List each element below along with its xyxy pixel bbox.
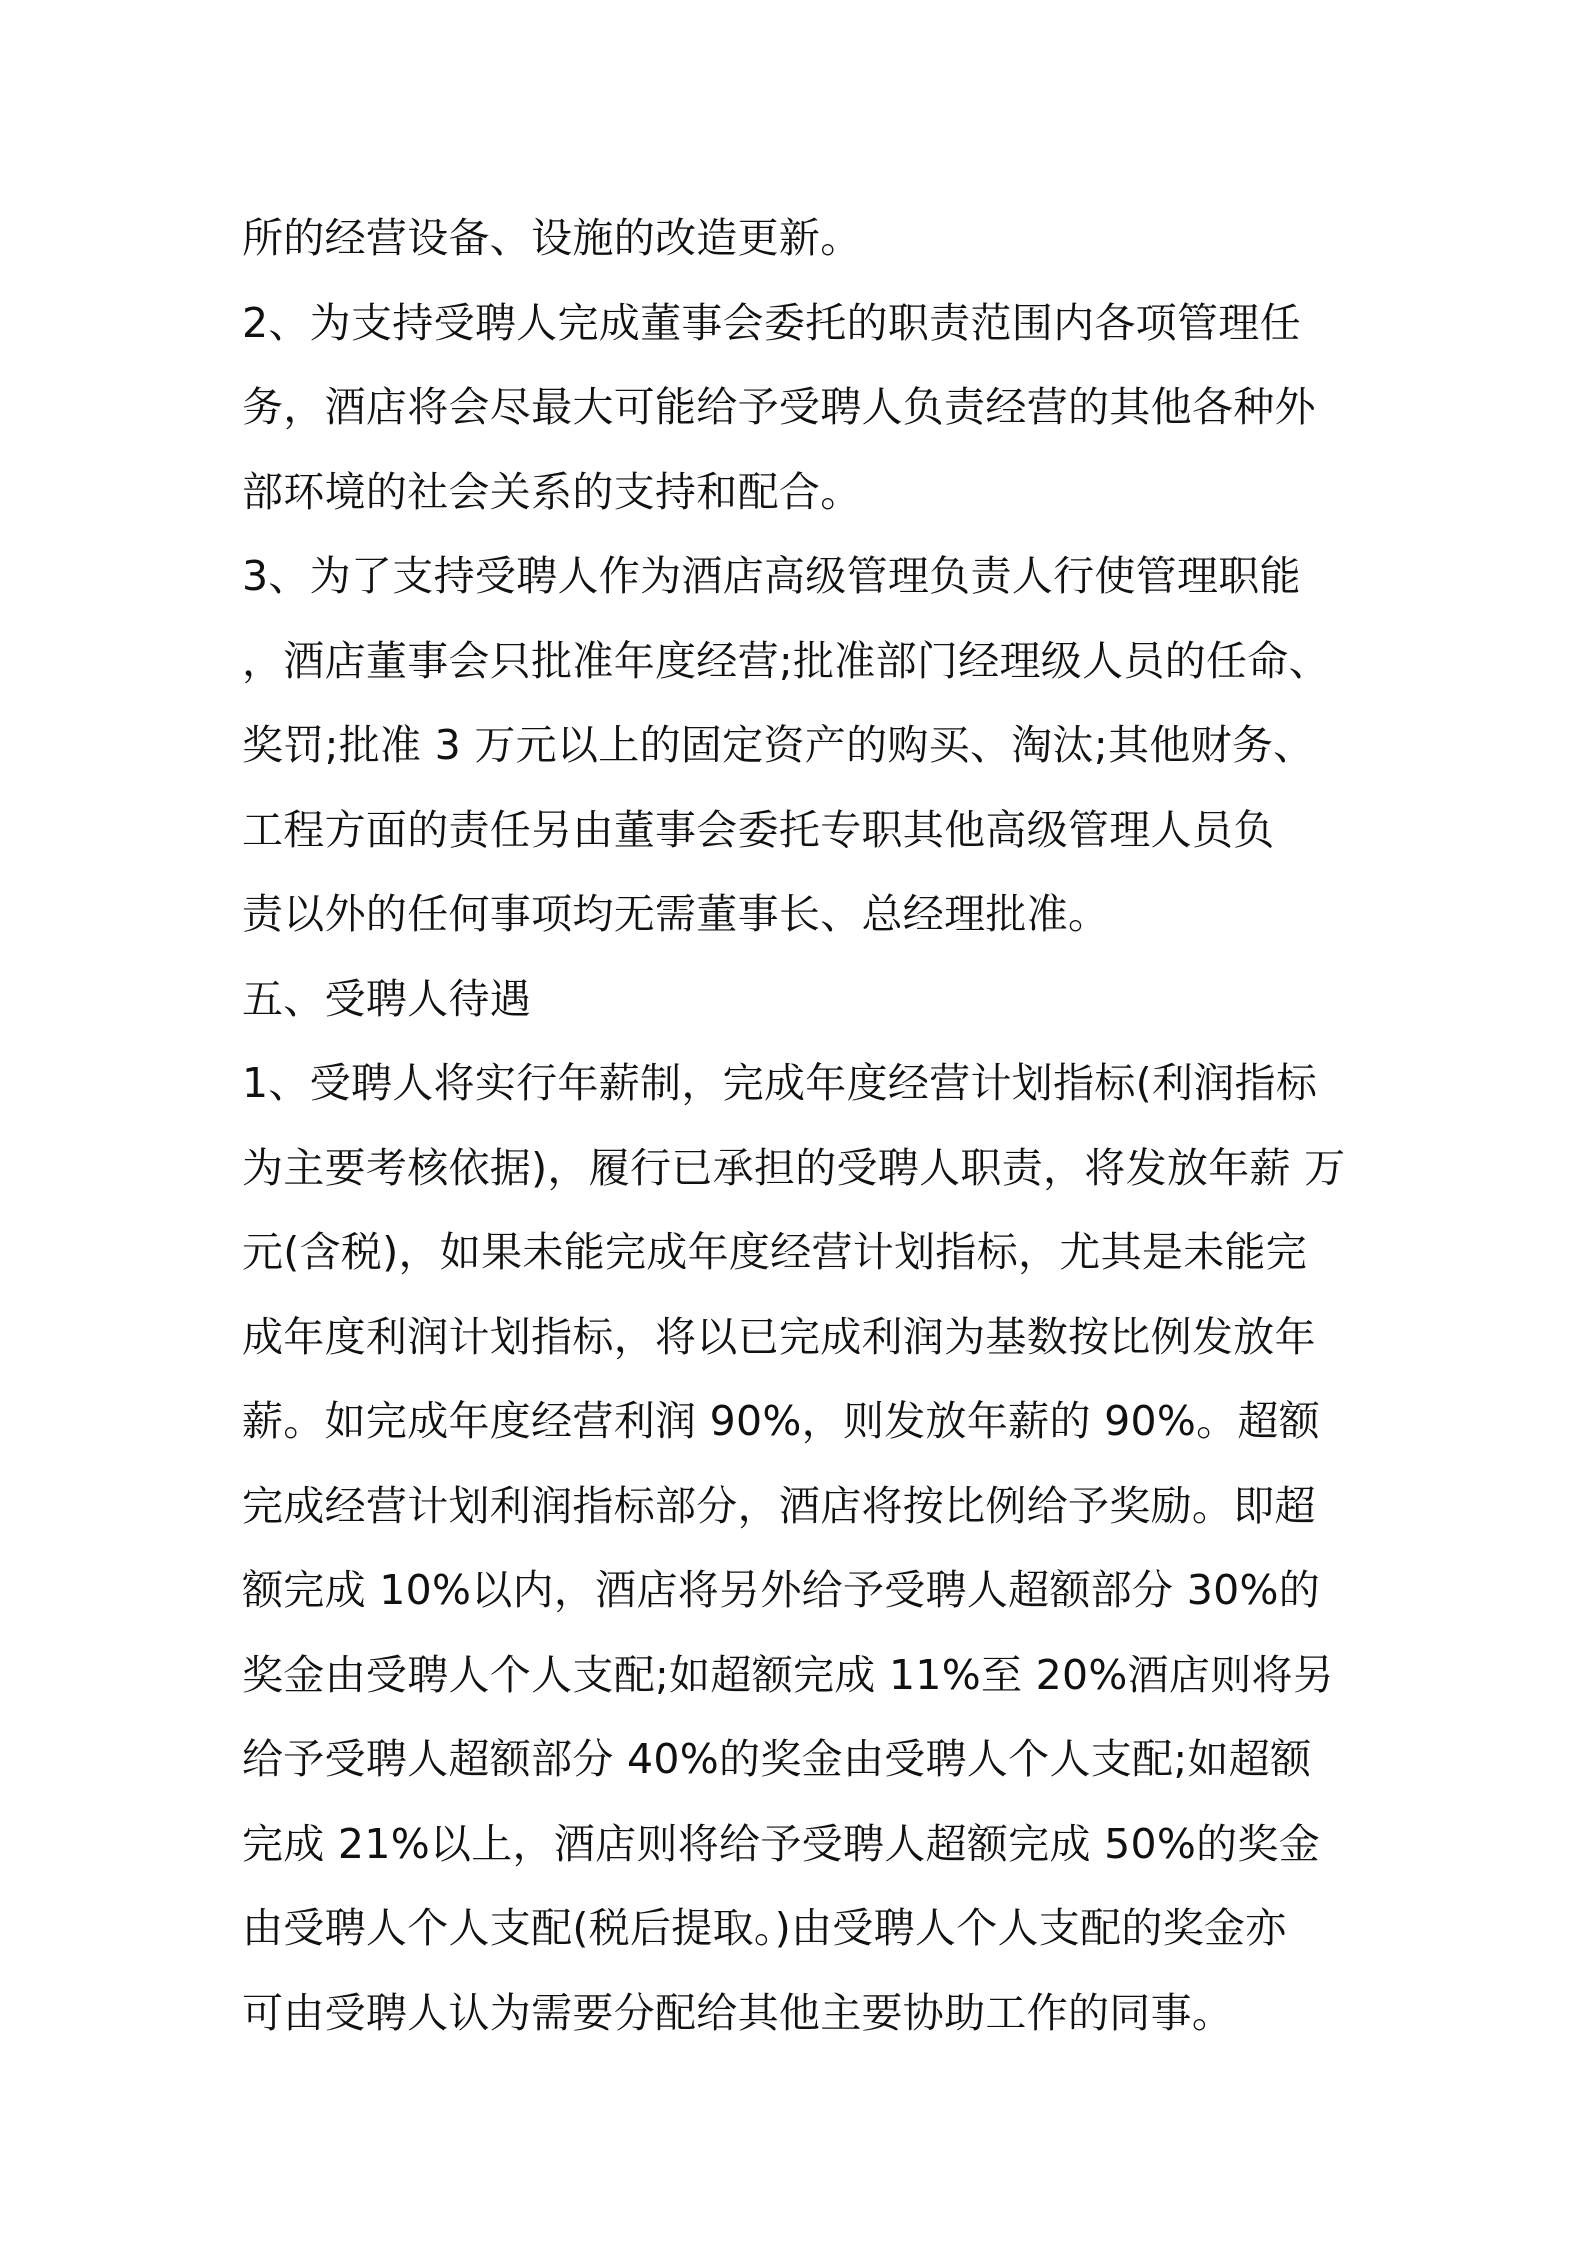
section-heading: 五、受聘人待遇 <box>242 974 532 1023</box>
text-line: 给予受聘人超额部分 40%的奖金由受聘人个人支配;如超额 <box>242 1735 1312 1783</box>
text-line: 奖金由受聘人个人支配;如超额完成 11%至 20%酒店则将另 <box>242 1650 1335 1699</box>
text-line: 成年度利润计划指标，将以已完成利润为基数按比例发放年 <box>242 1312 1316 1361</box>
text-line: 奖罚;批准 3 万元以上的固定资产的购买、淘汰;其他财务、 <box>242 721 1315 769</box>
text-line: 完成 21%以上，酒店则将给予受聘人超额完成 50%的奖金 <box>242 1819 1321 1868</box>
text-line: 元(含税)，如果未能完成年度经营计划指标，尤其是未能完 <box>242 1228 1308 1276</box>
text-line: 工程方面的责任另由董事会委托专职其他高级管理人员负 <box>242 805 1275 854</box>
text-line: 额完成 10%以内，酒店将另外给予受聘人超额部分 30%的 <box>242 1566 1321 1614</box>
text-line: 务，酒店将会尽最大可能给予受聘人负责经营的其他各种外 <box>242 383 1316 431</box>
text-line: ，酒店董事会只批准年度经营;批准部门经理级人员的任命、 <box>242 636 1330 685</box>
text-line: 部环境的社会关系的支持和配合。 <box>242 467 862 516</box>
text-line: 为主要考核依据)，履行已承担的受聘人职责，将发放年薪 万 <box>242 1143 1346 1192</box>
contract-text-body <box>242 196 1362 2055</box>
text-line: 可由受聘人认为需要分配给其他主要协助工作的同事。 <box>242 1988 1234 2037</box>
text-line: 2、为支持受聘人完成董事会委托的职责范围内各项管理任 <box>242 298 1301 347</box>
text-line: 所的经营设备、设施的改造更新。 <box>242 214 862 262</box>
text-line: 责以外的任何事项均无需董事长、总经理批准。 <box>242 890 1110 938</box>
text-line: 3、为了支持受聘人作为酒店高级管理负责人行使管理职能 <box>242 552 1301 600</box>
text-line: 1、受聘人将实行年薪制，完成年度经营计划指标(利润指标 <box>242 1059 1318 1107</box>
text-line: 薪。如完成年度经营利润 90%，则发放年薪的 90%。超额 <box>242 1397 1321 1445</box>
text-line: 由受聘人个人支配(税后提取。)由受聘人个人支配的奖金亦 <box>242 1904 1287 1952</box>
text-line: 完成经营计划利润指标部分，酒店将按比例给予奖励。即超 <box>242 1481 1316 1530</box>
